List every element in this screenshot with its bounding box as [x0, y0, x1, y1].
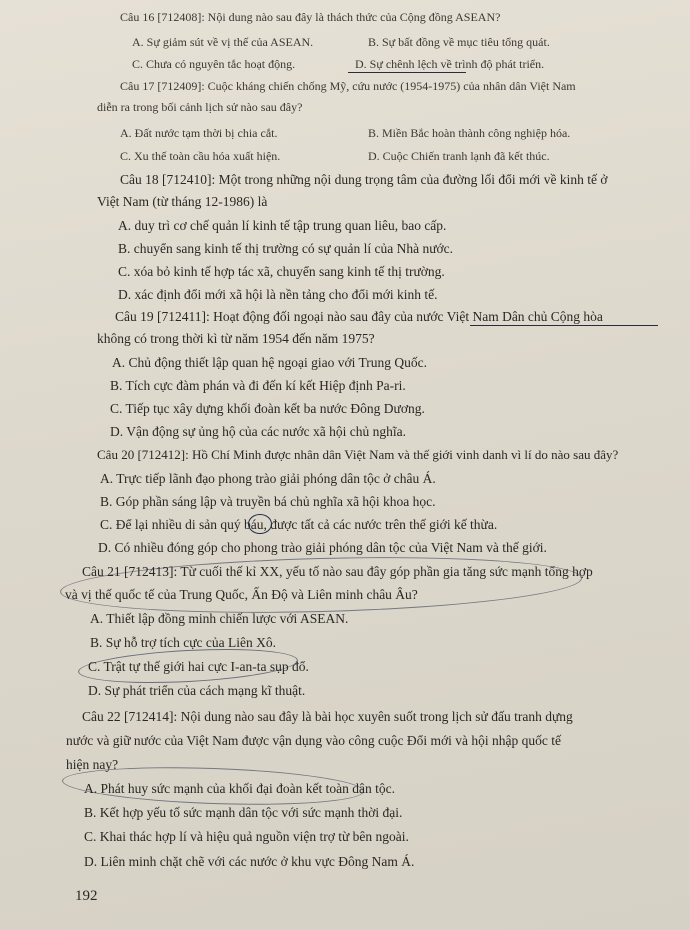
q16-stem: Câu 16 [712408]: Nội dung nào sau đây là thách thức của Cộng đồng ASEAN? [120, 10, 501, 24]
q17-option-a: A. Đất nước tạm thời bị chia cắt. [120, 126, 278, 140]
q18-stem-line2: Việt Nam (từ tháng 12-1986) là [97, 194, 268, 209]
q22-stem-line2: nước và giữ nước của Việt Nam được vận dụng vào công cuộc Đổi mới và hội nhập quốc tế [66, 733, 562, 748]
q21-option-b: B. Sự hỗ trợ tích cực của Liên Xô. [90, 635, 276, 650]
q22-option-c: C. Khai thác hợp lí và hiệu quả nguồn viện trợ từ bên ngoài. [84, 829, 409, 844]
q20-option-b: B. Góp phần sáng lập và truyền bá chủ nghĩa xã hội khoa học. [100, 494, 436, 509]
q17-stem-line1: Câu 17 [712409]: Cuộc kháng chiến chống Mỹ, cứu nước (1954-1975) của nhân dân Việt Nam [120, 79, 576, 93]
q18-option-d: D. xác định đổi mới xã hội là nền tảng cho đổi mới kinh tế. [118, 287, 438, 302]
q22-option-d: D. Liên minh chặt chẽ với các nước ở khu vực Đông Nam Á. [84, 854, 415, 869]
q22-stem-line1: Câu 22 [712414]: Nội dung nào sau đây là bài học xuyên suốt trong lịch sử đấu tranh dựng [82, 709, 573, 724]
q22-option-a: A. Phát huy sức mạnh của khối đại đoàn kết toàn dân tộc. [84, 781, 395, 796]
q21-option-a: A. Thiết lập đồng minh chiến lược với ASEAN. [90, 611, 349, 626]
q20-option-d: D. Có nhiều đóng góp cho phong trào giải phóng dân tộc của Việt Nam và thế giới. [98, 540, 547, 555]
q20-stem: Câu 20 [712412]: Hồ Chí Minh được nhân dân Việt Nam và thế giới vinh danh vì lí do nào sau đây? [97, 447, 619, 462]
q21-option-d: D. Sự phát triển của cách mạng kĩ thuật. [88, 683, 306, 698]
q16-option-b: B. Sự bất đồng về mục tiêu tổng quát. [368, 35, 550, 49]
q19-option-b: B. Tích cực đàm phán và đi đến kí kết Hiệp định Pa-ri. [110, 378, 406, 393]
q18-option-c: C. xóa bỏ kinh tế hợp tác xã, chuyển sang kinh tế thị trường. [118, 264, 445, 279]
q20-option-a: A. Trực tiếp lãnh đạo phong trào giải phóng dân tộc ở châu Á. [100, 471, 436, 486]
q21-stem-line2: và vị thế quốc tế của Trung Quốc, Ấn Độ và Liên minh châu Âu? [65, 587, 418, 602]
q20-option-c: C. Để lại nhiều di sản quý báu, được tất cả các nước trên thế giới kế thừa. [100, 517, 498, 532]
q19-option-d: D. Vận động sự ủng hộ của các nước xã hội chủ nghĩa. [110, 424, 406, 439]
q22-option-b: B. Kết hợp yếu tố sức mạnh dân tộc với sức mạnh thời đại. [84, 805, 403, 820]
q18-option-b: B. chuyển sang kinh tế thị trường có sự quản lí của Nhà nước. [118, 241, 454, 256]
q16-option-a: A. Sự giảm sút về vị thế của ASEAN. [132, 35, 314, 49]
q17-option-b: B. Miền Bắc hoàn thành công nghiệp hóa. [368, 126, 571, 140]
q19-option-a: A. Chủ động thiết lập quan hệ ngoại giao với Trung Quốc. [112, 355, 427, 370]
q17-option-d: D. Cuộc Chiến tranh lạnh đã kết thúc. [368, 149, 550, 163]
q21-stem-line1: Câu 21 [712413]: Từ cuối thế kỉ XX, yếu tố nào sau đây góp phần gia tăng sức mạnh tổng hợp [82, 564, 593, 579]
q17-stem-line2: diễn ra trong bối cảnh lịch sử nào sau đây? [97, 100, 303, 114]
q21-option-c: C. Trật tự thế giới hai cực I-an-ta sụp đổ. [88, 659, 309, 674]
q22-stem-line3: hiện nay? [66, 757, 119, 772]
q18-option-a: A. duy trì cơ chế quản lí kinh tế tập trung quan liêu, bao cấp. [118, 218, 447, 233]
q16-option-d: D. Sự chênh lệch về trình độ phát triển. [355, 57, 545, 71]
pen-loop-q21-stem [59, 551, 582, 619]
q19-stem-line1: Câu 19 [712411]: Hoạt động đối ngoại nào sau đây của nước Việt Nam Dân chủ Cộng hòa [115, 309, 603, 324]
q19-option-c: C. Tiếp tục xây dựng khối đoàn kết ba nước Đông Dương. [110, 401, 425, 416]
page-number: 192 [75, 888, 98, 904]
q17-option-c: C. Xu thế toàn cầu hóa xuất hiện. [120, 149, 281, 163]
q16-option-c: C. Chưa có nguyên tắc hoạt động. [132, 57, 296, 71]
pen-underline-q19 [470, 325, 658, 326]
q18-stem-line1: Câu 18 [712410]: Một trong những nội dung trọng tâm của đường lối đổi mới về kinh tế ở [120, 172, 608, 187]
q19-stem-line2: không có trong thời kì từ năm 1954 đến năm 1975? [97, 331, 375, 346]
pen-underline-q16 [348, 72, 466, 73]
